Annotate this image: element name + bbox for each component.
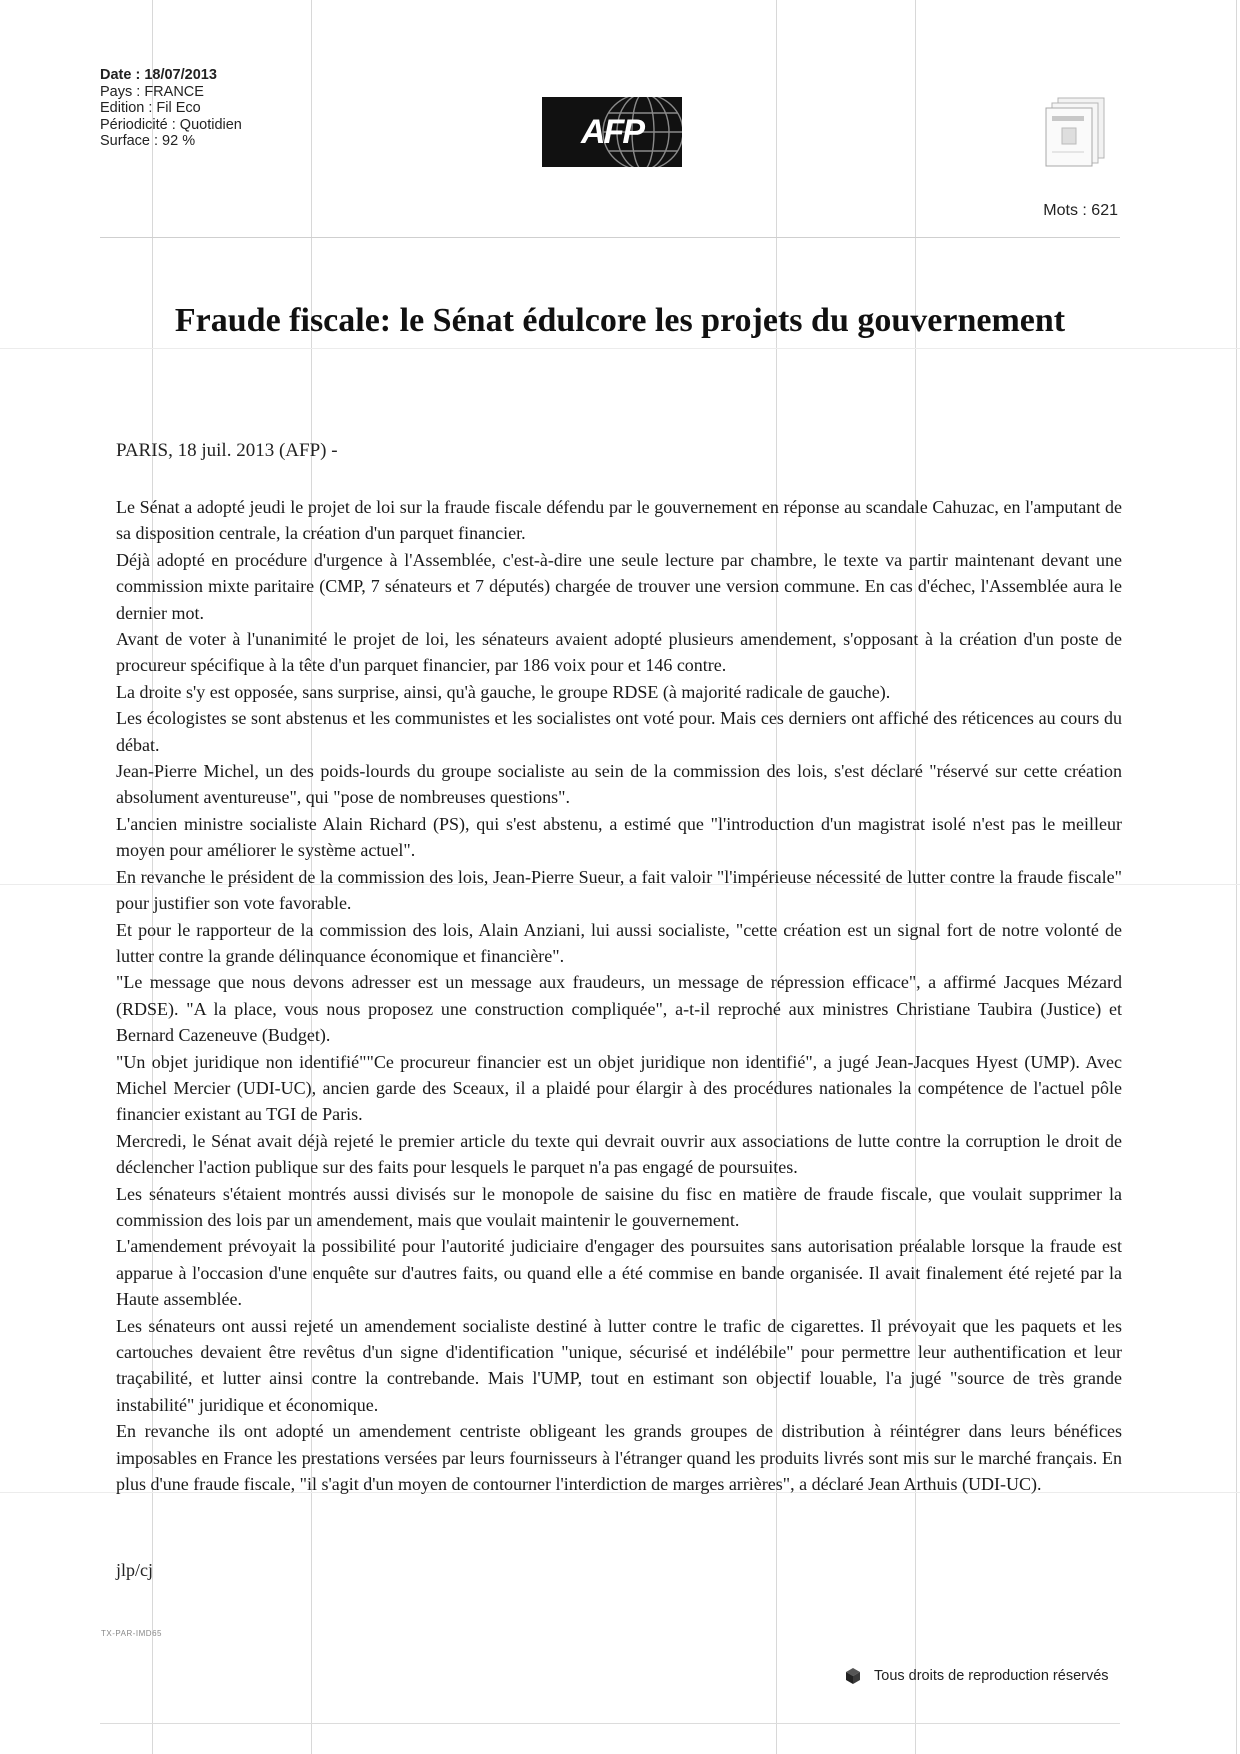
meta-edition: Edition : Fil Eco <box>100 100 201 116</box>
press-metadata <box>100 67 242 150</box>
meta-periodicity: Périodicité : Quotidien <box>100 116 242 133</box>
paragraph: Jean-Pierre Michel, un des poids-lourds du groupe socialiste au sein de la commission des lois, s'est déclaré "réservé sur cette création absolument aventureuse", qui "pose de nombreuses questions". <box>116 761 1122 808</box>
scan-line <box>1236 0 1237 1754</box>
copyright-text: Tous droits de reproduction réservés <box>874 1668 1109 1684</box>
paragraph: L'ancien ministre socialiste Alain Richard (PS), qui s'est abstenu, a estimé que "l'introduction d'un magistrat isolé n'est pas le meilleur moyen pour améliorer le système actuel". <box>116 813 1122 861</box>
paragraph: Le Sénat a adopté jeudi le projet de loi sur la fraude fiscale défendu par le gouvernement en réponse au scandale Cahuzac, en l'amputant de sa disposition centrale, la création d'un parquet financier. <box>116 497 1122 544</box>
paragraph: Déjà adopté en procédure d'urgence à l'Assemblée, c'est-à-dire une seule lecture par chambre, le texte va partir maintenant devant une commission mixte paritaire (CMP, 7 sénateurs et 7 députés) chargée de trouver une version commune. En cas d'échec, l'Assemblée aura le dernier mot. <box>116 549 1122 623</box>
paragraph: Avant de voter à l'unanimité le projet de loi, les sénateurs avaient adopté plusieurs amendement, s'opposant à la création d'un poste de procureur spécifique à la tête d'un parquet financier, par 186 voix pour et 146 contre. <box>116 629 1122 676</box>
article-headline: Fraude fiscale: le Sénat édulcore les projets du gouvernement <box>174 302 1066 339</box>
article-body <box>116 494 1122 1497</box>
word-count: Mots : 621 <box>1043 202 1118 219</box>
copyright-footer <box>846 1668 1109 1684</box>
paragraph: Les sénateurs ont aussi rejeté un amendement socialiste destiné à lutter contre le trafic de cigarettes. Il prévoyait que les paquets et les cartouches devaient être revêtus d'un signe d'identification "unique, sécurisé et indélébile" pour permettre leur authentification et leur traçabilité, et lutter ainsi contre la contrebande. Mais l'UMP, tout en estimant son objectif louable, l'a jugé "source de très grande instabilité" juridique et économique. <box>116 1315 1122 1415</box>
paragraph: L'amendement prévoyait la possibilité pour l'autorité judiciaire d'engager des poursuites sans autorisation préalable lorsque la fraude est apparue à l'occasion d'une enquête sur d'autres faits, ou quand elle a été commise en bande organisée. Il avait finalement été rejeté par la Haute assemblée. <box>116 1236 1122 1310</box>
author-signature: jlp/cj <box>116 1560 153 1580</box>
reference-code: TX-PAR-IMD65 <box>101 1629 162 1638</box>
paragraph: "Le message que nous devons adresser est un message aux fraudeurs, un message de répression efficace", a affirmé Jacques Mézard (RDSE). "A la place, vous nous proposez une construction compliquée", a-t-il reproché aux ministres Christiane Taubira (Justice) et Bernard Cazeneuve (Budget). <box>116 972 1122 1046</box>
document-stack-icon <box>1040 94 1112 170</box>
meta-surface: Surface : 92 % <box>100 133 196 149</box>
paragraph: Et pour le rapporteur de la commission des lois, Alain Anziani, lui aussi socialiste, "cette création est un signal fort de notre volonté de lutter contre la grande délinquance économique et financière". <box>116 919 1122 966</box>
meta-country: Pays : FRANCE <box>100 83 204 100</box>
cube-icon <box>846 1668 860 1684</box>
afp-logo <box>542 97 682 167</box>
header-divider <box>100 237 1120 238</box>
meta-date: Date : 18/07/2013 <box>100 67 217 83</box>
paragraph: Les sénateurs s'étaient montrés aussi divisés sur le monopole de saisine du fisc en matière de fraude fiscale, que voulait supprimer la commission des lois par un amendement, mais que voulait maintenir le gouvernement. <box>116 1183 1122 1230</box>
scan-line <box>0 348 1240 349</box>
paragraph: Les écologistes se sont abstenus et les communistes et les socialistes ont voté pour. Mais ces derniers ont affiché des réticences au cours du débat. <box>116 708 1122 755</box>
footer-divider <box>100 1723 1120 1724</box>
paragraph: Mercredi, le Sénat avait déjà rejeté le premier article du texte qui devrait ouvrir aux associations de lutte contre la corruption le droit de déclencher l'action publique sur des faits pour lesquels le parquet n'a pas engagé de poursuites. <box>116 1130 1122 1178</box>
paragraph: En revanche ils ont adopté un amendement centriste obligeant les grands groupes de distribution à réintégrer dans leurs bénéfices imposables en France les prestations versées par leurs fournisseurs à l'étranger quand les produits livrés sont mis sur le marché français. En plus d'une fraude fiscale, "il s'agit d'un moyen de contourner l'interdiction de marges arrières", a déclaré Jean Arthuis (UDI-UC). <box>116 1421 1122 1495</box>
logo-text: AFP <box>581 112 643 151</box>
paragraph: La droite s'y est opposée, sans surprise, ainsi, qu'à gauche, le groupe RDSE (à majorité radicale de gauche). <box>116 681 891 702</box>
paragraph: En revanche le président de la commission des lois, Jean-Pierre Sueur, a fait valoir "l'impérieuse nécessité de lutter contre la fraude fiscale" pour justifier son vote favorable. <box>116 866 1122 914</box>
article-dateline: PARIS, 18 juil. 2013 (AFP) - <box>116 440 338 461</box>
paragraph: "Un objet juridique non identifié""Ce procureur financier est un objet juridique non identifié", a jugé Jean-Jacques Hyest (UMP). Avec Michel Mercier (UDI-UC), ancien garde des Sceaux, il a plaidé pour élargir à des procédures nationales la compétence de l'actuel pôle financier existant au TGI de Paris. <box>116 1051 1122 1125</box>
